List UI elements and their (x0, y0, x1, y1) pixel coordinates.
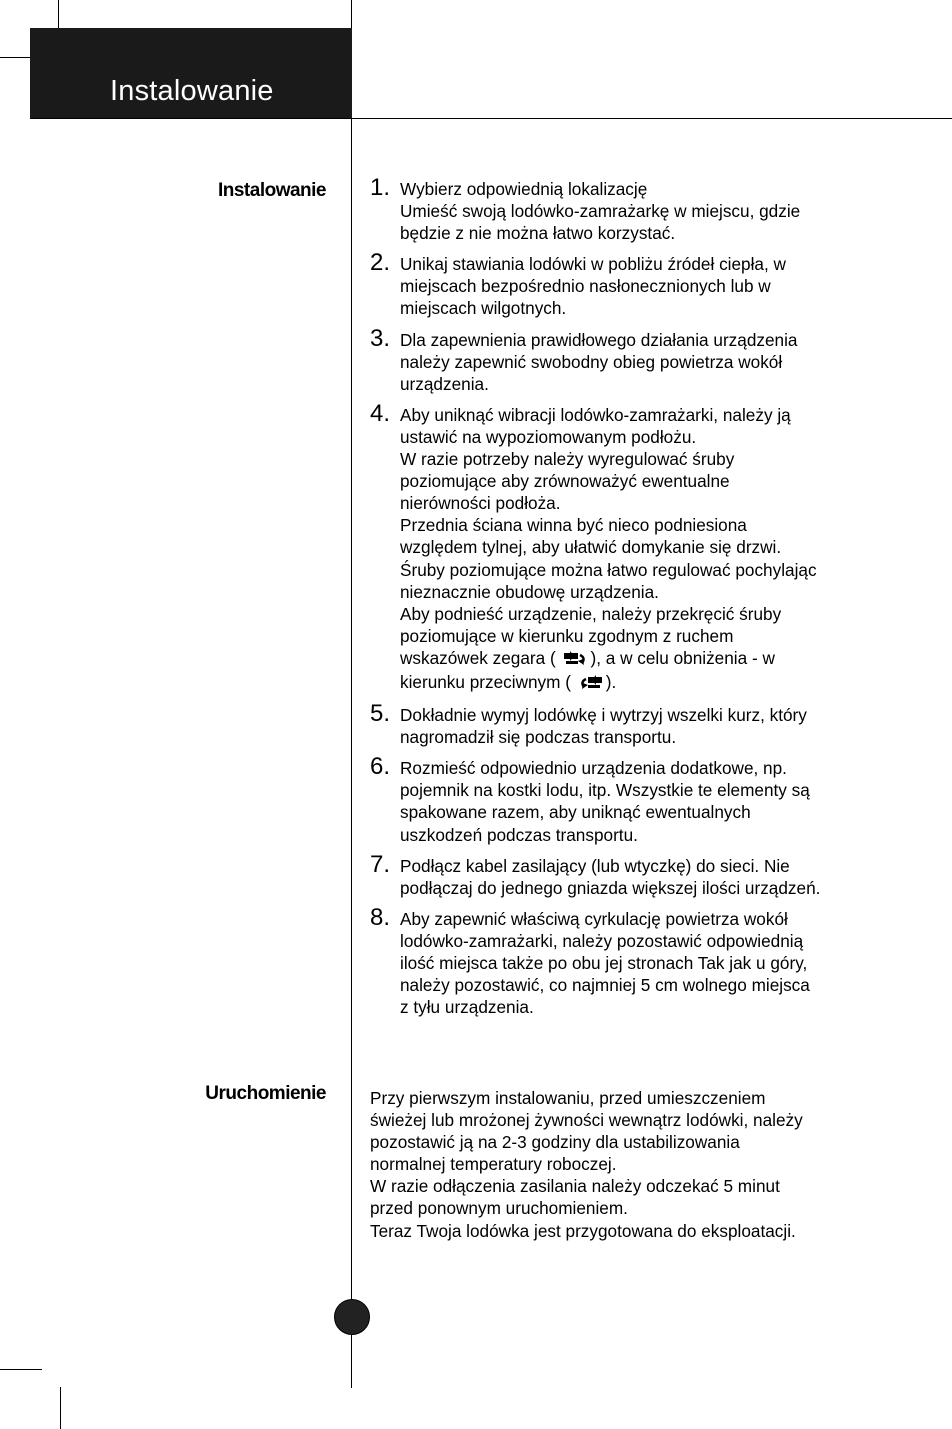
crop-mark (0, 57, 30, 58)
step-number: 8. (370, 903, 391, 931)
text-line: przed ponownym uruchomieniem. (370, 1198, 628, 1219)
step-number: 7. (370, 850, 391, 878)
step-text (400, 704, 910, 748)
text-fragment: wskazówek zegara ( (400, 647, 556, 668)
text-line: Unikaj stawiania lodówki w pobliżu źródeł ciepła, w (400, 254, 786, 275)
text-line: Umieść swoją lodówko-zamrażarkę w miejscu, gdzie (400, 201, 801, 222)
text-line: poziomujące aby zrównoważyć ewentualne (400, 471, 730, 492)
step-text (400, 757, 910, 845)
text-line: lodówko-zamrażarki, należy pozostawić odpowiednią (400, 930, 804, 951)
text-line: należy pozostawić, co najmniej 5 cm wolnego miejsca (400, 975, 810, 996)
crop-mark (58, 0, 59, 28)
column-divider (351, 118, 352, 1388)
header-banner (30, 28, 352, 118)
text-line: urządzenia. (400, 373, 489, 394)
step-text (400, 855, 910, 899)
text-line: nierówności podłoża. (400, 493, 561, 514)
section-label-installation: Instalowanie (217, 180, 326, 201)
text-line: nagromadził się podczas transportu. (400, 727, 677, 748)
text-line: Aby zapewnić właściwą cyrkulację powietrza wokół (400, 908, 788, 929)
clockwise-rotation-icon (562, 649, 588, 671)
text-line: pojemnik na kostki lodu, itp. Wszystkie te elementy są (400, 780, 810, 801)
list-item (370, 753, 910, 845)
text-line: uszkodzeń podczas transportu. (400, 824, 638, 845)
text-fragment: ). (605, 671, 617, 692)
text-line: świeżej lub mrożonej żywności wewnątrz lodówki, należy (370, 1110, 803, 1131)
page-title: Instalowanie (110, 75, 274, 107)
text-line: Przy pierwszym instalowaniu, przed umieszczeniem (370, 1088, 766, 1108)
text-line: Aby podnieść urządzenie, należy przekręcić śruby (400, 603, 782, 624)
text-line: będzie z nie można łatwo korzystać. (400, 223, 676, 244)
text-fragment: kierunku przeciwnym ( (400, 671, 571, 692)
list-item (370, 249, 910, 319)
text-line: miejscach wilgotnych. (400, 298, 567, 319)
crop-mark (351, 0, 352, 28)
text-line: Przednia ściana winna być nieco podniesiona (400, 515, 747, 536)
text-line: Teraz Twoja lodówka jest przygotowana do eksploatacji. (370, 1220, 796, 1241)
text-line: Podłącz kabel zasilający (lub wtyczkę) do sieci. Nie (400, 855, 790, 876)
text-line: W razie odłączenia zasilania należy odczekać 5 minut (370, 1176, 780, 1197)
list-item (370, 850, 910, 899)
page-marker-dot (334, 1299, 370, 1335)
crop-mark (0, 1369, 42, 1370)
text-line: Rozmieść odpowiednio urządzenia dodatkowe, np. (400, 758, 787, 779)
text-line: należy zapewnić swobodny obieg powietrza wokół (400, 351, 783, 372)
step-text (400, 178, 910, 244)
step-text (400, 404, 910, 695)
text-line: Dla zapewnienia prawidłowego działania urządzenia (400, 329, 798, 350)
list-item (370, 903, 910, 1018)
list-item (370, 700, 910, 748)
text-line: Śruby poziomujące można łatwo regulować pochylając (400, 559, 817, 580)
step-text (400, 329, 910, 395)
installation-steps (370, 174, 910, 1027)
text-line: W razie potrzeby należy wyregulować śruby (400, 449, 735, 470)
header-rule (30, 118, 952, 119)
list-item (370, 324, 910, 395)
text-line: poziomujące w kierunku zgodnym z ruchem (400, 625, 734, 646)
text-line (400, 671, 910, 695)
list-item (370, 399, 910, 695)
text-line: Dokładnie wymyj lodówkę i wytrzyj wszelki kurz, który (400, 705, 807, 726)
section-label-startup: Uruchomienie (205, 1083, 326, 1104)
text-line: Wybierz odpowiednią lokalizację (400, 179, 648, 199)
text-fragment: ), a w celu obniżenia - w (590, 647, 775, 668)
text-line: miejscach bezpośrednio nasłonecznionych lub w (400, 276, 771, 297)
text-line: ilość miejsca także po obu jej stronach Tak jak u góry, (400, 953, 808, 973)
crop-mark (60, 1387, 61, 1429)
counterclockwise-rotation-icon (578, 673, 604, 695)
list-item (370, 174, 910, 244)
text-line: normalnej temperatury roboczej. (370, 1154, 617, 1175)
text-line: podłączaj do jednego gniazda większej ilości urządzeń. (400, 877, 821, 898)
text-line: spakowane razem, aby uniknąć ewentualnych (400, 802, 751, 823)
text-line: względem tylnej, aby ułatwić domykanie się drzwi. (400, 537, 782, 558)
step-number: 1. (370, 174, 391, 201)
step-number: 6. (370, 753, 391, 781)
step-number: 4. (370, 399, 391, 427)
text-line: nieznacznie obudowę urządzenia. (400, 581, 659, 602)
text-line: pozostawić ją na 2-3 godziny dla ustabilizowania (370, 1132, 740, 1153)
step-text (400, 253, 910, 319)
step-number: 3. (370, 324, 391, 352)
text-line (400, 647, 910, 671)
step-number: 2. (370, 249, 391, 277)
text-line: Aby uniknąć wibracji lodówko-zamrażarki, należy ją (400, 404, 791, 425)
startup-paragraph (370, 1087, 930, 1242)
step-text (400, 908, 910, 1018)
text-line: ustawić na wypoziomowanym podłożu. (400, 426, 697, 447)
text-line: z tyłu urządzenia. (400, 997, 534, 1018)
step-number: 5. (370, 700, 391, 728)
